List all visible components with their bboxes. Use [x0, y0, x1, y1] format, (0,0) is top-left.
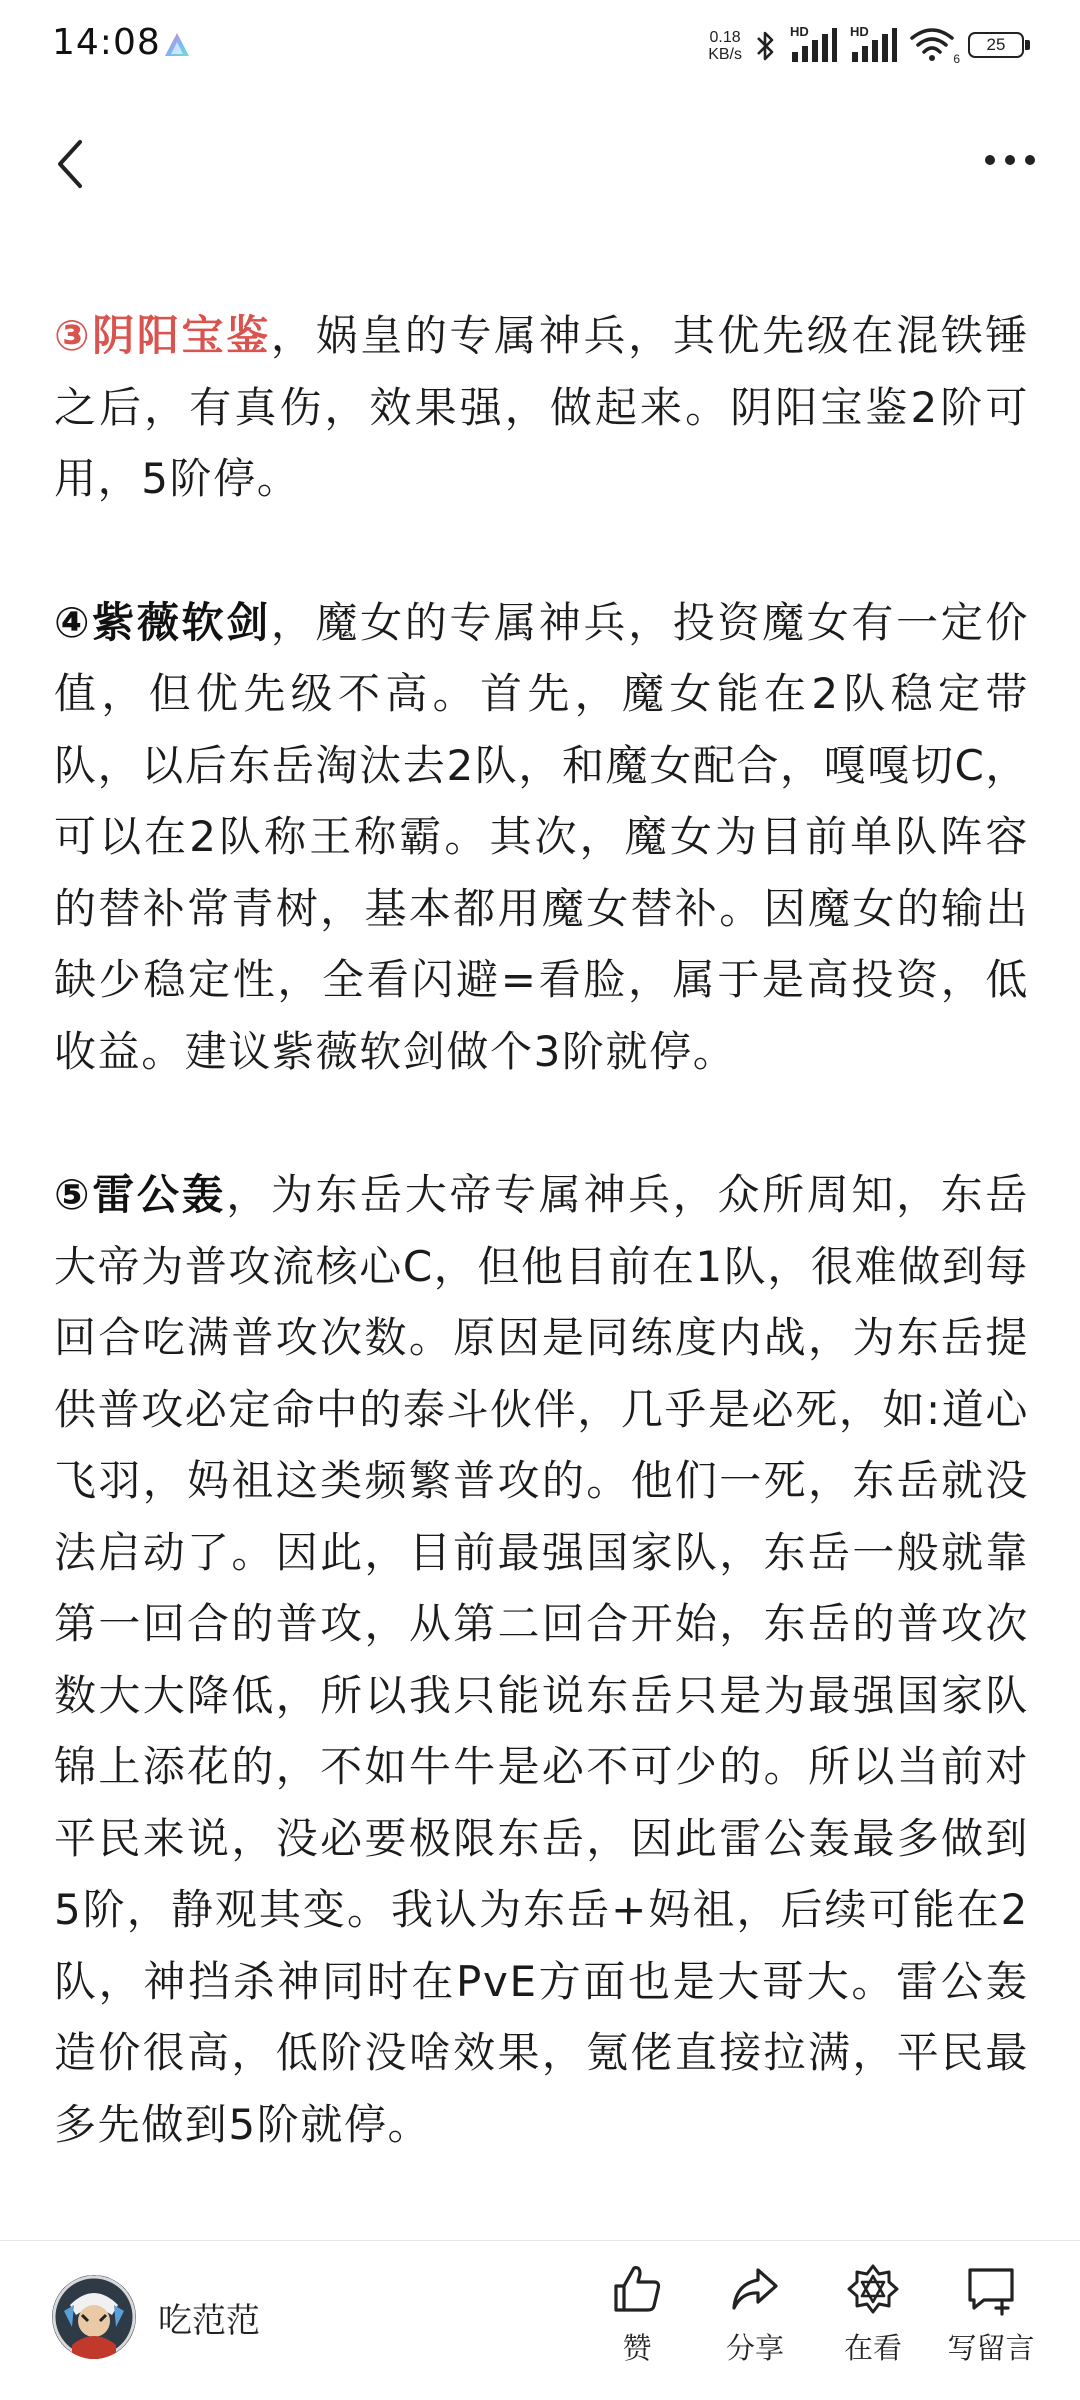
paragraph-text: ，为东岳大帝专属神兵，众所周知，东岳大帝为普攻流核心C，但他目前在1队，很难做到每回合吃满普攻次数。原因是同练度内战，为东岳提供普攻必定命中的泰斗伙伴，几乎是必死，如:道心飞羽，妈祖这类频繁普攻的。他们一死，东岳就没法启动了。因此，目前最强国家队，东岳一般就靠第一回合的普攻，从第二回合开始，东岳的普攻次数大大降低，所以我只能说东岳只是为最强国家队锦上添花的，不如牛牛是必不可少的。所以当前对平民来说，没必要极限东岳，因此雷公轰最多做到5阶，静观其变。我认为东岳+妈祖，后续可能在2队，神挡杀神同时在PvE方面也是大哥大。雷公轰造价很高，低阶没啥效果，氪佬直接拉满，平民最多先做到5阶就停。 — [54, 1170, 1029, 2149]
more-dots-icon — [984, 154, 1036, 166]
author-name[interactable]: 吃范范 — [158, 2300, 260, 2341]
wifi-label: 6 — [953, 52, 960, 66]
comment-add-icon — [964, 2262, 1018, 2316]
network-speed-value: 0.18 — [709, 29, 741, 46]
back-button[interactable] — [40, 124, 100, 204]
like-label: 赞 — [622, 2331, 652, 2365]
signal-bars-icon — [790, 26, 838, 66]
write-comment-label: 写留言 — [947, 2331, 1035, 2365]
status-time: 14:08 — [52, 22, 161, 63]
wifi-indicator — [910, 26, 960, 66]
app-notification-icon — [162, 30, 192, 60]
avatar[interactable] — [52, 2275, 136, 2359]
section-heading: ④紫薇软剑 — [54, 597, 271, 647]
action-bar — [578, 2262, 1050, 2367]
article-paragraph — [54, 300, 1029, 515]
section-heading: ⑤雷公轰 — [54, 1170, 227, 1219]
more-options-button[interactable] — [970, 130, 1050, 190]
wifi-icon — [910, 26, 954, 62]
paragraph-text: ，娲皇的专属神兵，其优先级在混铁锤之后，有真伤，效果强，做起来。阴阳宝鉴2阶可用，5阶停。 — [54, 311, 1030, 503]
signal-bars-icon — [850, 26, 898, 66]
cellular-signal-1 — [790, 26, 838, 66]
watching-button[interactable] — [814, 2262, 932, 2367]
battery-tip — [1025, 40, 1030, 50]
cellular-signal-2 — [850, 26, 898, 66]
signal-1-label: HD — [790, 24, 809, 39]
share-button[interactable] — [696, 2262, 814, 2367]
write-comment-button[interactable] — [932, 2262, 1050, 2367]
bluetooth-icon — [754, 28, 778, 64]
share-label: 分享 — [725, 2331, 784, 2365]
star-badge-icon — [846, 2262, 900, 2316]
thumbs-up-icon — [610, 2262, 664, 2316]
battery-level: 25 — [986, 35, 1006, 54]
network-speed-unit: KB/s — [708, 46, 742, 63]
bottom-divider — [0, 2240, 1080, 2241]
share-arrow-icon — [728, 2262, 782, 2316]
author-info[interactable] — [52, 2274, 260, 2360]
network-speed — [708, 29, 742, 63]
signal-2-label: HD — [850, 24, 869, 39]
article-body — [54, 300, 1029, 2232]
section-heading: ③阴阳宝鉴 — [54, 311, 271, 360]
status-bar — [0, 0, 1080, 92]
like-button[interactable] — [578, 2262, 696, 2367]
chevron-left-icon — [54, 138, 86, 190]
article-paragraph — [54, 587, 1029, 1088]
article-paragraph — [54, 1159, 1029, 2160]
battery-indicator — [968, 32, 1032, 60]
watching-label: 在看 — [843, 2331, 902, 2365]
paragraph-text: ，魔女的专属神兵，投资魔女有一定价值，但优先级不高。首先，魔女能在2队稳定带队，以后东岳淘汰去2队，和魔女配合，嘎嘎切C，可以在2队称王称霸。其次，魔女为目前单队阵容的替补常青树，基本都用魔女替补。因魔女的输出缺少稳定性，全看闪避=看脸，属于是高投资，低收益。建议紫薇软剑做个3阶就停。 — [54, 597, 1030, 1076]
